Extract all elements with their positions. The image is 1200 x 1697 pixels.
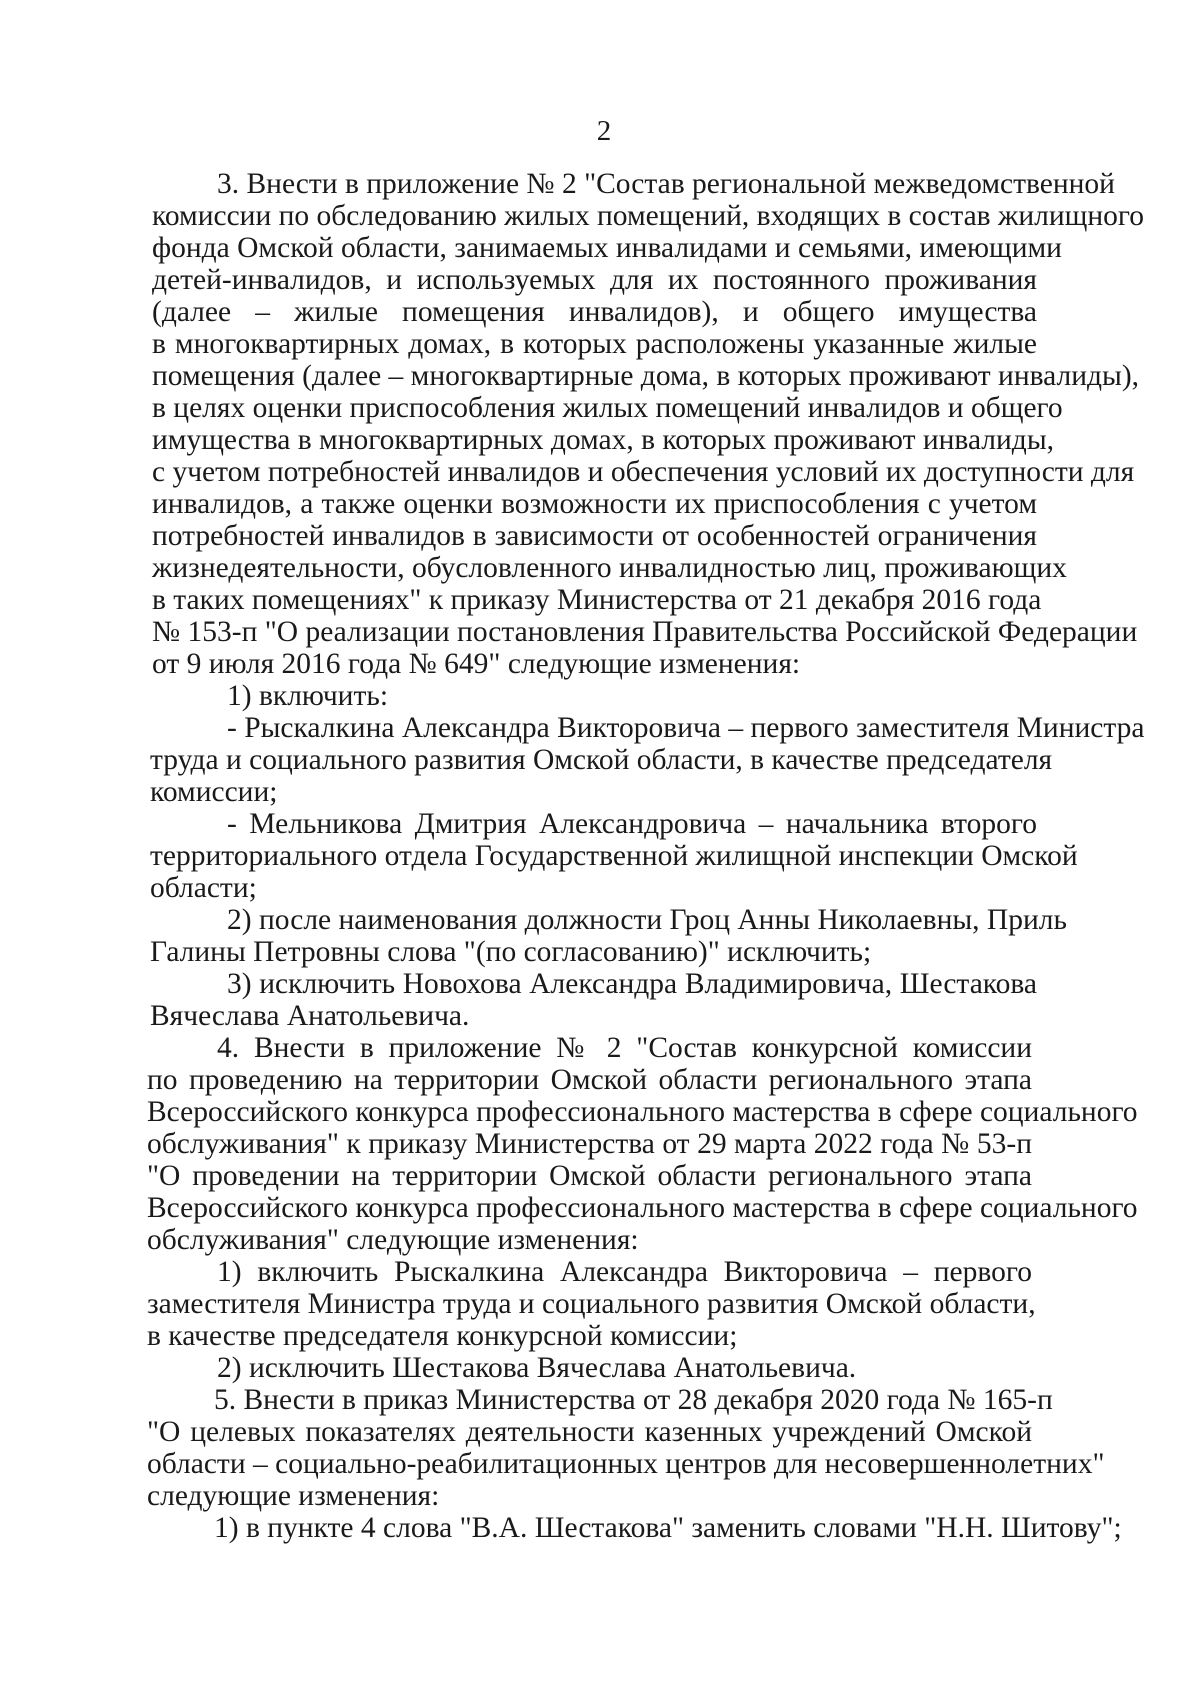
- text-line: 2) после наименования должности Гроц Анны Николаевны, Приль: [227, 904, 1067, 936]
- text-line: 1) включить:: [227, 680, 389, 712]
- text-line: 4. Внести в приложение № 2 "Состав конкурсной комиссии: [217, 1032, 1032, 1064]
- text-line: (далее – жилые помещения инвалидов), и общего имущества: [152, 296, 1037, 328]
- subitem-3-1: [0, 680, 1200, 712]
- text-line: инвалидов, а также оценки возможности их приспособления с учетом: [152, 488, 1037, 520]
- text-line: 1) в пункте 4 слова "В.А. Шестакова" заменить словами "Н.Н. Шитову";: [214, 1512, 1122, 1544]
- text-line: № 153-п "О реализации постановления Правительства Российской Федерации: [152, 616, 1138, 648]
- text-line: территориального отдела Государственной жилищной инспекции Омской: [150, 840, 1078, 872]
- subitem-3-1-melnikov: [0, 808, 1200, 904]
- subitem-3-1-ryskalkin: [0, 712, 1200, 808]
- text-line: 3. Внести в приложение № 2 "Состав региональной межведомственной: [217, 168, 1115, 200]
- paragraph-item-5: [0, 1384, 1200, 1512]
- subitem-4-1: [0, 1256, 1200, 1352]
- text-line: 2) исключить Шестакова Вячеслава Анатольевича.: [217, 1352, 857, 1384]
- text-line: обслуживания" к приказу Министерства от 29 марта 2022 года № 53-п: [147, 1128, 1032, 1160]
- text-line: 1) включить Рыскалкина Александра Викторовича – первого: [217, 1256, 1032, 1288]
- text-line: области – социально-реабилитационных центров для несовершеннолетних": [147, 1448, 1105, 1480]
- text-line: в целях оценки приспособления жилых помещений инвалидов и общего: [152, 392, 1063, 424]
- text-line: Всероссийского конкурса профессионального мастерства в сфере социального: [147, 1096, 1138, 1128]
- text-line: труда и социального развития Омской области, в качестве председателя: [150, 744, 1053, 776]
- text-line: потребностей инвалидов в зависимости от особенностей ограничения: [152, 520, 1037, 552]
- subitem-5-1: [0, 1512, 1200, 1544]
- text-line: - Мельникова Дмитрия Александровича – начальника второго: [227, 808, 1037, 840]
- paragraph-item-4: [0, 1032, 1200, 1256]
- text-line: 5. Внести в приказ Министерства от 28 декабря 2020 года № 165-п: [214, 1384, 1053, 1416]
- text-line: в качестве председателя конкурсной комиссии;: [147, 1320, 738, 1352]
- text-line: следующие изменения:: [147, 1480, 440, 1512]
- text-line: области;: [150, 872, 257, 904]
- text-line: в многоквартирных домах, в которых расположены указанные жилые: [152, 328, 1037, 360]
- text-line: Вячеслава Анатольевича.: [150, 1000, 470, 1032]
- text-line: фонда Омской области, занимаемых инвалидами и семьями, имеющими: [152, 232, 1062, 264]
- text-line: обслуживания" следующие изменения:: [147, 1224, 639, 1256]
- text-line: Галины Петровны слова "(по согласованию)" исключить;: [150, 936, 872, 968]
- text-line: комиссии по обследованию жилых помещений, входящих в состав жилищного: [152, 200, 1145, 232]
- text-line: - Рыскалкина Александра Викторовича – первого заместителя Министра: [227, 712, 1145, 744]
- text-line: в таких помещениях" к приказу Министерства от 21 декабря 2016 года: [152, 584, 1042, 616]
- paragraph-item-3: [0, 168, 1200, 680]
- page-number: 2: [596, 115, 612, 147]
- text-line: комиссии;: [150, 776, 278, 808]
- text-line: "О проведении на территории Омской области регионального этапа: [147, 1160, 1032, 1192]
- text-line: детей-инвалидов, и используемых для их постоянного проживания: [152, 264, 1037, 296]
- text-line: 3) исключить Новохова Александра Владимировича, Шестакова: [227, 968, 1037, 1000]
- text-line: от 9 июля 2016 года № 649" следующие изменения:: [152, 648, 801, 680]
- text-line: помещения (далее – многоквартирные дома, в которых проживают инвалиды),: [152, 360, 1140, 392]
- text-line: по проведению на территории Омской области регионального этапа: [147, 1064, 1032, 1096]
- subitem-4-2: [0, 1352, 1200, 1384]
- text-line: "О целевых показателях деятельности казенных учреждений Омской: [147, 1416, 1032, 1448]
- document-body: [0, 168, 1200, 1544]
- subitem-3-2: [0, 904, 1200, 968]
- subitem-3-3: [0, 968, 1200, 1032]
- text-line: заместителя Министра труда и социального развития Омской области,: [147, 1288, 1036, 1320]
- text-line: Всероссийского конкурса профессионального мастерства в сфере социального: [147, 1192, 1138, 1224]
- text-line: жизнедеятельности, обусловленного инвалидностью лиц, проживающих: [152, 552, 1067, 584]
- text-line: имущества в многоквартирных домах, в которых проживают инвалиды,: [152, 424, 1055, 456]
- text-line: с учетом потребностей инвалидов и обеспечения условий их доступности для: [152, 456, 1135, 488]
